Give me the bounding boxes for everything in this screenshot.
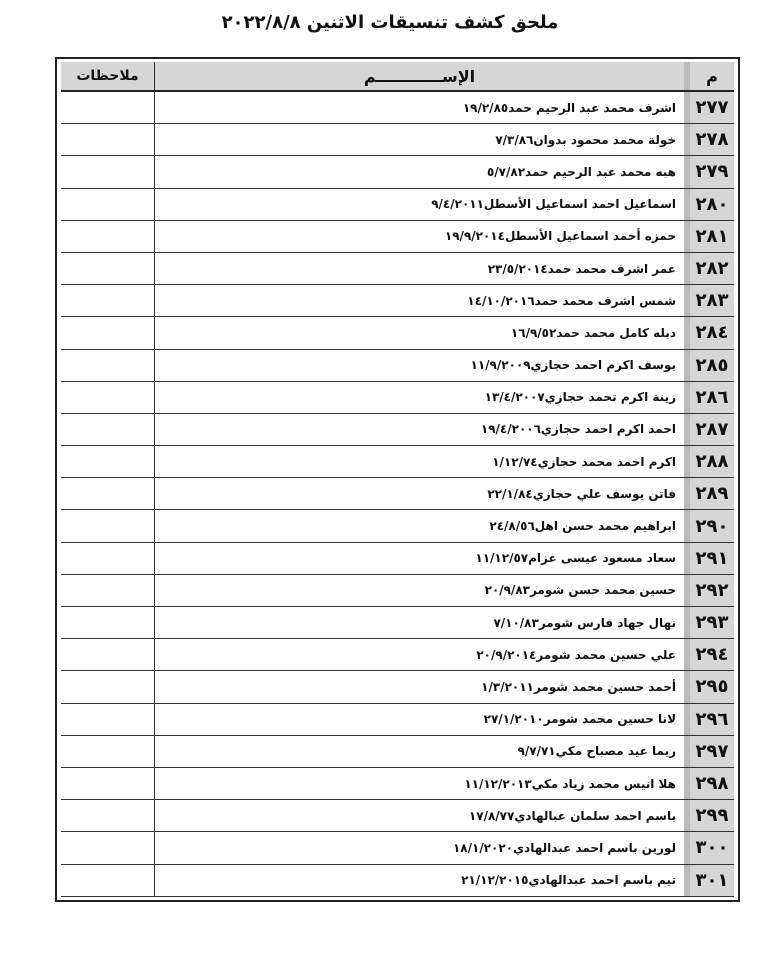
table-header-row: [61, 62, 734, 92]
table-row: [61, 704, 734, 736]
table-row: [61, 317, 734, 349]
table-row: [61, 478, 734, 510]
row-name: احمد اكرم احمد حجازي١٩/٤/٢٠٠٦: [154, 414, 684, 445]
table-row: [61, 156, 734, 188]
row-number: ٢٨٨: [684, 446, 734, 477]
row-number: ٢٩٩: [684, 800, 734, 831]
table-row: [61, 607, 734, 639]
row-name: اسماعيل احمد اسماعيل الأسطل٩/٤/٢٠١١: [154, 189, 684, 220]
table-row: [61, 221, 734, 253]
row-notes: [61, 92, 154, 123]
row-name: لانا حسين محمد شومر٢٧/١/٢٠١٠: [154, 704, 684, 735]
table-row: [61, 124, 734, 156]
row-name: سعاد مسعود عيسى عزام١١/١٢/٥٧: [154, 543, 684, 574]
row-number: ٢٨٢: [684, 253, 734, 284]
row-number: ٢٩١: [684, 543, 734, 574]
table-row: [61, 510, 734, 542]
row-notes: [61, 736, 154, 767]
table-row: [61, 285, 734, 317]
row-name: ابراهيم محمد حسن اهل٢٤/٨/٥٦: [154, 510, 684, 541]
table-frame: [55, 57, 740, 902]
row-name: حسين محمد حسن شومر٢٠/٩/٨٣: [154, 575, 684, 606]
row-name: اكرم احمد محمد حجازي١/١٢/٧٤: [154, 446, 684, 477]
row-name: تيم باسم احمد عبدالهادي٢١/١٢/٢٠١٥: [154, 865, 684, 896]
table-row: [61, 253, 734, 285]
row-number: ٢٩٦: [684, 704, 734, 735]
row-name: يوسف اكرم احمد حجازي١١/٩/٢٠٠٩: [154, 350, 684, 381]
row-number: ٢٩٧: [684, 736, 734, 767]
row-notes: [61, 510, 154, 541]
row-notes: [61, 704, 154, 735]
row-notes: [61, 607, 154, 638]
row-notes: [61, 350, 154, 381]
table-body: [61, 92, 734, 897]
row-notes: [61, 221, 154, 252]
table-row: [61, 414, 734, 446]
row-name: عمر اشرف محمد حمد٢٣/٥/٢٠١٤: [154, 253, 684, 284]
row-name: باسم احمد سلمان عبالهادي١٧/٨/٧٧: [154, 800, 684, 831]
row-name: علي حسين محمد شومر٢٠/٩/٢٠١٤: [154, 639, 684, 670]
row-name: فاتن يوسف علي حجازي٢٢/١/٨٤: [154, 478, 684, 509]
row-number: ٢٧٩: [684, 156, 734, 187]
table-row: [61, 639, 734, 671]
row-notes: [61, 253, 154, 284]
row-notes: [61, 832, 154, 863]
row-number: ٢٨٦: [684, 382, 734, 413]
table-row: [61, 575, 734, 607]
row-name: اشرف محمد عبد الرحيم حمد١٩/٢/٨٥: [154, 92, 684, 123]
row-name: نهال جهاد فارس شومر٧/١٠/٨٣: [154, 607, 684, 638]
row-notes: [61, 285, 154, 316]
row-name: ريما عيد مصباح مكي٩/٧/٧١: [154, 736, 684, 767]
row-number: ٢٨٣: [684, 285, 734, 316]
row-name: شمس اشرف محمد حمد١٤/١٠/٢٠١٦: [154, 285, 684, 316]
table-row: [61, 350, 734, 382]
table-row: [61, 543, 734, 575]
header-name: الإســــــــــــم: [154, 62, 684, 90]
table-row: [61, 446, 734, 478]
row-number: ٢٨٥: [684, 350, 734, 381]
row-name: لورين باسم احمد عبدالهادي١٨/١/٢٠٢٠: [154, 832, 684, 863]
row-number: ٢٧٧: [684, 92, 734, 123]
row-notes: [61, 156, 154, 187]
row-notes: [61, 382, 154, 413]
row-notes: [61, 189, 154, 220]
row-notes: [61, 671, 154, 702]
names-table: [61, 62, 734, 897]
row-number: ٢٩٢: [684, 575, 734, 606]
row-number: ٢٨٤: [684, 317, 734, 348]
row-notes: [61, 446, 154, 477]
row-notes: [61, 317, 154, 348]
table-row: [61, 865, 734, 897]
row-notes: [61, 478, 154, 509]
row-name: أحمد حسين محمد شومر١/٣/٢٠١١: [154, 671, 684, 702]
row-number: ٢٩٣: [684, 607, 734, 638]
table-row: [61, 92, 734, 124]
row-notes: [61, 800, 154, 831]
table-row: [61, 736, 734, 768]
row-name: حمزه أحمد اسماعيل الأسطل١٩/٩/٢٠١٤: [154, 221, 684, 252]
row-number: ٢٩٠: [684, 510, 734, 541]
row-number: ٢٩٨: [684, 768, 734, 799]
row-notes: [61, 124, 154, 155]
table-row: [61, 800, 734, 832]
row-number: ٢٨١: [684, 221, 734, 252]
row-notes: [61, 543, 154, 574]
row-name: هلا انيس محمد زياد مكي١١/١٢/٢٠١٣: [154, 768, 684, 799]
row-notes: [61, 639, 154, 670]
row-number: ٣٠٠: [684, 832, 734, 863]
table-row: [61, 768, 734, 800]
header-notes: ملاحظات: [61, 62, 154, 90]
row-number: ٢٨٧: [684, 414, 734, 445]
document-title: ملحق كشف تنسيقات الاثنين ٢٠٢٢/٨/٨: [221, 12, 559, 33]
row-number: ٢٩٤: [684, 639, 734, 670]
row-number: ٢٨٠: [684, 189, 734, 220]
table-row: [61, 382, 734, 414]
table-row: [61, 671, 734, 703]
row-notes: [61, 865, 154, 896]
header-num: م: [684, 62, 734, 90]
row-number: ٢٩٥: [684, 671, 734, 702]
row-name: هبه محمد عبد الرحيم حمد٥/٧/٨٢: [154, 156, 684, 187]
row-number: ٢٨٩: [684, 478, 734, 509]
row-name: زينة اكرم تحمد حجازي١٣/٤/٢٠٠٧: [154, 382, 684, 413]
row-notes: [61, 575, 154, 606]
table-row: [61, 832, 734, 864]
row-number: ٣٠١: [684, 865, 734, 896]
row-notes: [61, 768, 154, 799]
table-row: [61, 189, 734, 221]
row-number: ٢٧٨: [684, 124, 734, 155]
row-name: خولة محمد محمود بدوان٧/٣/٨٦: [154, 124, 684, 155]
row-notes: [61, 414, 154, 445]
row-name: دبله كامل محمد حمد١٦/٩/٥٢: [154, 317, 684, 348]
